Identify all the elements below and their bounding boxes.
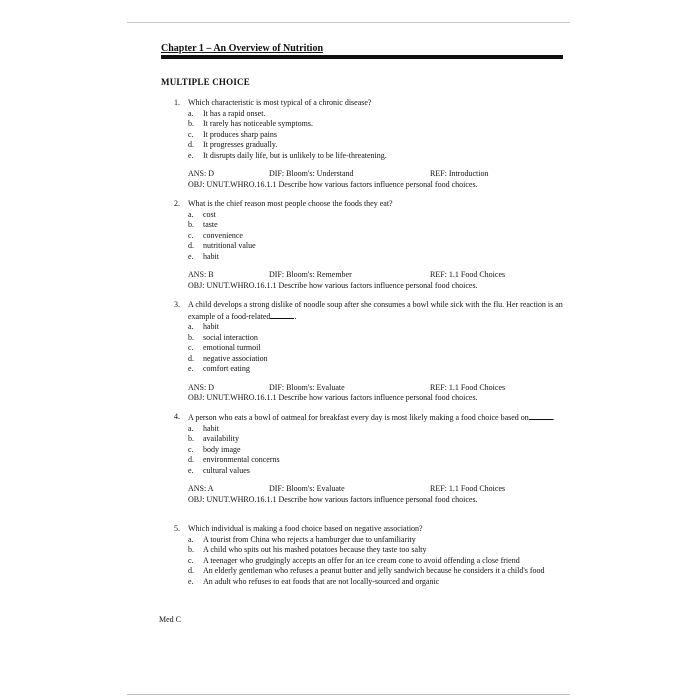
- option-list: [188, 109, 564, 162]
- option-text: An adult who refuses to eat foods that are not locally-sourced and organic: [203, 576, 440, 586]
- option-c: [188, 130, 564, 141]
- option-c: [188, 343, 564, 354]
- option-text: An elderly gentleman who refuses a peanut butter and jelly sandwich because he considers it a child's food: [203, 566, 545, 575]
- bottom-divider: [127, 694, 570, 695]
- objective: OBJ: UNUT.WHRO.16.1.1 Describe how various factors influence personal food choices.: [188, 393, 478, 402]
- option-list: [188, 210, 564, 263]
- answer-key: ANS: B: [188, 270, 214, 279]
- question-5: [174, 524, 564, 587]
- top-divider: [127, 22, 570, 23]
- question-3: 3. A child develops a strong dislike of noodle soup after she consumes a bowl while sick with the flu. Her reaction is an example of a food-related . a. habit b. social interaction c. emotional turmoil d. negative association e. comfort eating ANS: D DIF: Bloom's: Evaluate REF: 1.1 Food Choices OBJ: UNUT.WHRO.16.1.1 Describe how various factors influence personal food choices.: [174, 300, 563, 402]
- question-2: [174, 199, 564, 291]
- option-text: cultural values: [203, 465, 250, 475]
- reference: REF: 1.1 Food Choices: [430, 382, 506, 392]
- option-letter: a.: [188, 209, 194, 219]
- option-d: [188, 566, 564, 577]
- option-text: taste: [203, 220, 218, 229]
- option-text: A teenager who grudgingly accepts an offer for an ice cream cone to avoid offending a close friend: [203, 555, 520, 565]
- option-text: availability: [203, 434, 239, 443]
- option-letter: e.: [188, 465, 194, 475]
- option-text: social interaction: [203, 332, 258, 342]
- answer-metadata: [188, 270, 564, 291]
- option-list: [188, 424, 564, 477]
- option-b: [188, 545, 564, 556]
- answer-key: ANS: D: [188, 382, 215, 392]
- option-letter: a.: [188, 322, 194, 331]
- option-e: [188, 466, 564, 477]
- question-number: 5.: [174, 524, 180, 533]
- option-text: habit: [203, 322, 219, 331]
- question-number: 1.: [174, 98, 180, 107]
- option-text: negative association: [203, 353, 268, 363]
- difficulty: DIF: Bloom's: Understand: [269, 169, 354, 178]
- option-e: [188, 151, 564, 162]
- option-letter: e.: [188, 576, 194, 586]
- question-stem: What is the chief reason most people choose the foods they eat?: [188, 199, 393, 208]
- option-text: It disrupts daily life, but is unlikely to be life-threatening.: [203, 150, 387, 160]
- question-stem: A child develops a strong dislike of noodle soup after she consumes a bowl while sick with the flu. Her reaction is an example of a food-related: [188, 300, 563, 321]
- question-stem: Which characteristic is most typical of a chronic disease?: [188, 98, 372, 107]
- option-letter: d.: [188, 241, 194, 250]
- option-letter: b.: [188, 220, 194, 229]
- question-number: 4.: [174, 412, 180, 421]
- objective: OBJ: UNUT.WHRO.16.1.1 Describe how various factors influence personal food choices.: [188, 280, 478, 290]
- answer-blank: [270, 311, 294, 319]
- option-list: [188, 322, 564, 375]
- option-text: habit: [203, 423, 219, 433]
- reference: REF: 1.1 Food Choices: [430, 270, 506, 279]
- reference: REF: 1.1 Food Choices: [430, 484, 506, 493]
- difficulty: DIF: Bloom's: Remember: [269, 270, 352, 279]
- option-e: [188, 364, 564, 375]
- option-text: It rarely has noticeable symptoms.: [203, 119, 313, 128]
- option-letter: b.: [188, 545, 194, 554]
- option-b: [188, 434, 564, 445]
- difficulty: DIF: Bloom's: Evaluate: [269, 382, 345, 392]
- option-letter: e.: [188, 251, 194, 261]
- question-stem: Which individual is making a food choice based on negative association?: [188, 524, 423, 533]
- option-a: [188, 109, 564, 120]
- option-text: nutritional value: [203, 241, 256, 250]
- answer-metadata: [188, 484, 564, 505]
- option-text: body image: [203, 444, 241, 454]
- option-text: It has a rapid onset.: [203, 108, 266, 118]
- question-stem: A person who eats a bowl of oatmeal for breakfast every day is most likely making a food choice based on: [188, 413, 529, 422]
- option-list: [188, 535, 564, 588]
- option-a: [188, 322, 564, 333]
- option-c: [188, 231, 564, 242]
- option-letter: d.: [188, 353, 194, 363]
- option-letter: b.: [188, 119, 194, 128]
- option-b: [188, 119, 564, 130]
- section-heading: MULTIPLE CHOICE: [161, 77, 250, 87]
- answer-key: ANS: D: [188, 169, 215, 178]
- objective: OBJ: UNUT.WHRO.16.1.1 Describe how various factors influence personal food choices.: [188, 494, 478, 504]
- option-d: [188, 455, 564, 466]
- option-letter: c.: [188, 555, 194, 565]
- option-letter: c.: [188, 230, 194, 240]
- option-letter: e.: [188, 150, 194, 160]
- question-1: [174, 98, 564, 190]
- objective: OBJ: UNUT.WHRO.16.1.1 Describe how various factors influence personal food choices.: [188, 179, 478, 189]
- option-c: [188, 556, 564, 567]
- difficulty: DIF: Bloom's: Evaluate: [269, 484, 345, 493]
- answer-metadata: [188, 169, 564, 190]
- chapter-title: Chapter 1 – An Overview of Nutrition: [161, 43, 324, 54]
- option-text: A tourist from China who rejects a hamburger due to unfamiliarity: [203, 534, 416, 544]
- option-letter: c.: [188, 129, 194, 139]
- option-b: [188, 333, 564, 344]
- option-e: [188, 577, 564, 588]
- option-text: convenience: [203, 230, 243, 240]
- option-letter: a.: [188, 423, 194, 433]
- option-a: [188, 424, 564, 435]
- question-number: 3.: [174, 300, 180, 309]
- option-d: [188, 140, 564, 151]
- option-letter: d.: [188, 140, 194, 149]
- option-a: [188, 535, 564, 546]
- option-text: It produces sharp pains: [203, 129, 277, 139]
- option-letter: d.: [188, 566, 194, 575]
- footer-label: Med C: [159, 615, 181, 624]
- option-letter: e.: [188, 364, 194, 373]
- option-a: [188, 210, 564, 221]
- option-text: A child who spits out his mashed potatoes because they taste too salty: [203, 545, 427, 554]
- option-e: [188, 252, 564, 263]
- option-d: [188, 354, 564, 365]
- option-text: environmental concerns: [203, 455, 280, 464]
- answer-metadata: [188, 383, 564, 404]
- option-text: comfort eating: [203, 364, 250, 373]
- question-4: 4. A person who eats a bowl of oatmeal for breakfast every day is most likely making a food choice based on . a. habit b. availability c. body image d. environmental concerns e. cultural values ANS: A DIF: Bloom's: Evaluate REF: 1.1 Food Choices OBJ: UNUT.WHRO.16.1.1 Describe how various factors influence personal food choices.: [174, 412, 564, 505]
- option-letter: c.: [188, 343, 194, 352]
- answer-blank: [529, 412, 553, 420]
- option-text: emotional turmoil: [203, 343, 261, 352]
- option-letter: b.: [188, 332, 194, 342]
- reference: REF: Introduction: [430, 169, 489, 178]
- option-letter: c.: [188, 444, 194, 454]
- option-d: [188, 241, 564, 252]
- option-letter: d.: [188, 455, 194, 464]
- answer-key: ANS: A: [188, 484, 214, 493]
- option-b: [188, 220, 564, 231]
- option-letter: a.: [188, 534, 194, 544]
- option-c: [188, 445, 564, 456]
- option-letter: b.: [188, 434, 194, 443]
- option-text: habit: [203, 251, 219, 261]
- question-number: 2.: [174, 199, 180, 208]
- option-text: It progresses gradually.: [203, 140, 278, 149]
- title-rule: [161, 55, 563, 59]
- option-text: cost: [203, 209, 216, 219]
- option-letter: a.: [188, 108, 194, 118]
